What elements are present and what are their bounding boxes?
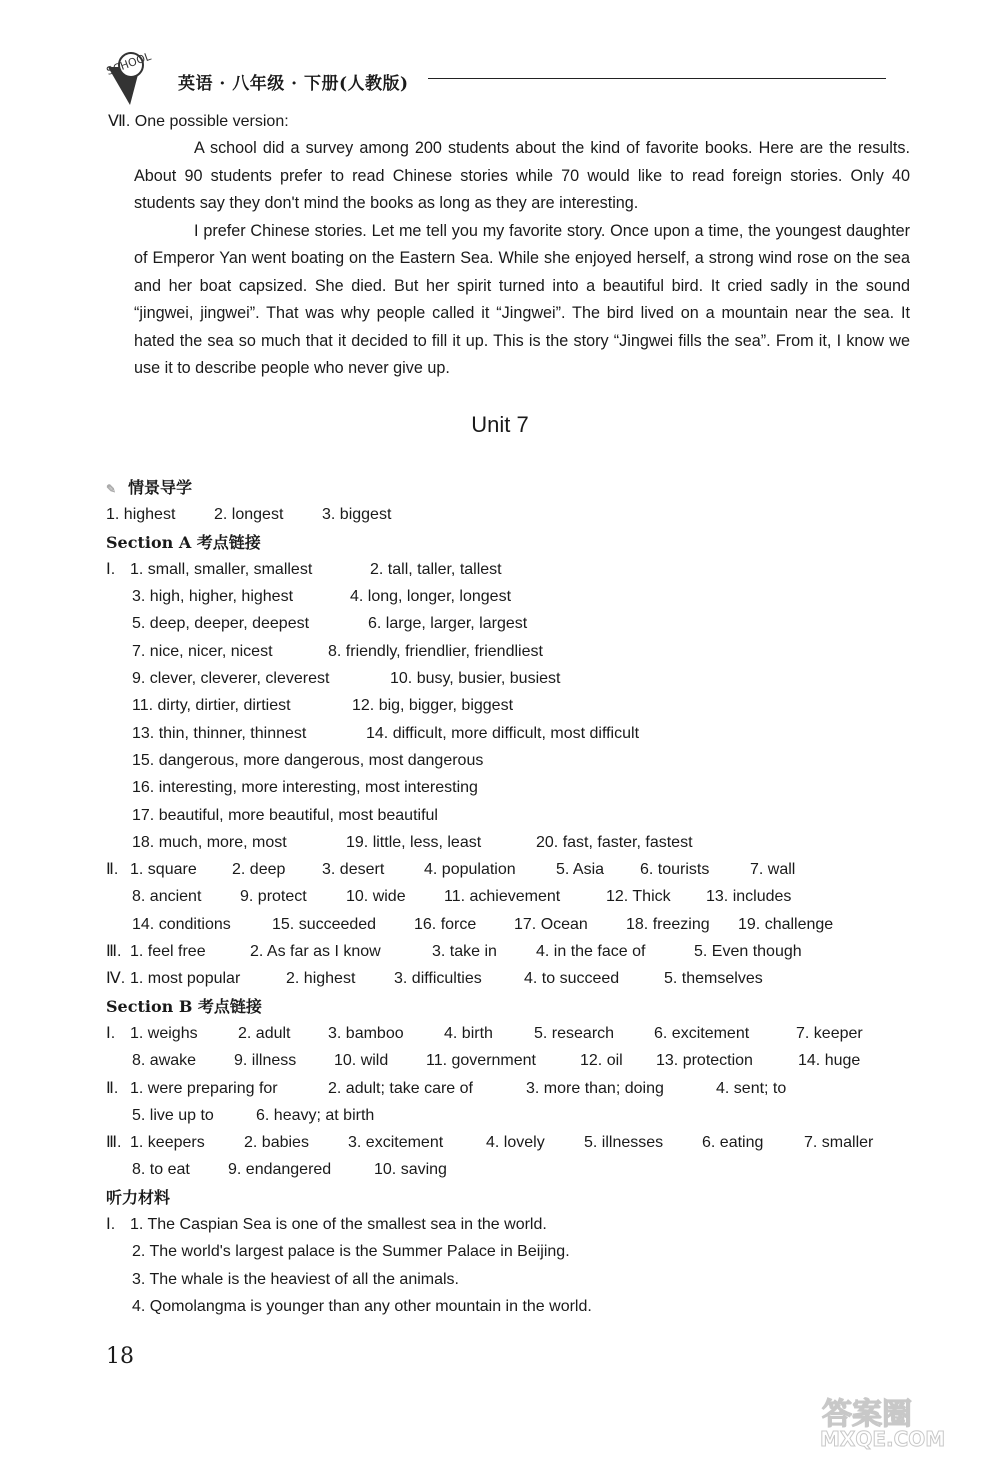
list-item: 12. oil bbox=[580, 1052, 623, 1070]
list-item: 1. weighs bbox=[130, 1024, 198, 1042]
list-item: 6. heavy; at birth bbox=[256, 1106, 375, 1124]
answer-content bbox=[106, 474, 906, 1320]
list-item: 18. freezing bbox=[626, 915, 710, 933]
list-item: 9. clever, cleverer, cleverest bbox=[132, 670, 330, 688]
list-item: 1. most popular bbox=[130, 970, 241, 988]
b3-row bbox=[106, 1129, 906, 1156]
list-item: 13. protection bbox=[656, 1052, 753, 1070]
listening-row bbox=[106, 1211, 906, 1238]
roman-numeral: Ⅰ. bbox=[106, 560, 116, 578]
section-a-heading: Section A 考点链接 bbox=[106, 532, 261, 552]
list-item: 5. deep, deeper, deepest bbox=[132, 615, 310, 633]
list-item: 4. to succeed bbox=[524, 970, 620, 988]
a1-row bbox=[106, 583, 906, 610]
a1-row bbox=[106, 774, 906, 801]
list-item: 2. highest bbox=[286, 970, 356, 988]
watermark-logo bbox=[800, 1392, 990, 1450]
a1-row bbox=[106, 665, 906, 692]
list-item: 8. ancient bbox=[132, 888, 202, 906]
section-vii-label: Ⅶ. One possible version: bbox=[108, 113, 289, 130]
list-item: 4. sent; to bbox=[716, 1079, 787, 1097]
list-item: 6. eating bbox=[702, 1134, 764, 1152]
list-item: 6. large, larger, largest bbox=[368, 615, 528, 633]
a1-row bbox=[106, 829, 906, 856]
list-item: 8. awake bbox=[132, 1052, 197, 1070]
list-item: 15. dangerous, more dangerous, most dangerous bbox=[132, 751, 484, 769]
list-item: 13. includes bbox=[706, 888, 792, 906]
list-item: 1. feel free bbox=[130, 943, 206, 961]
a2-row bbox=[106, 883, 906, 910]
list-item: 10. saving bbox=[374, 1161, 447, 1179]
roman-numeral: Ⅳ. bbox=[106, 970, 126, 988]
list-item: 2. longest bbox=[214, 506, 284, 524]
list-item: 15. succeeded bbox=[272, 915, 377, 933]
listening-row bbox=[106, 1293, 906, 1320]
list-item: 4. birth bbox=[444, 1024, 493, 1042]
list-item: 8. to eat bbox=[132, 1161, 190, 1179]
list-item: 12. big, bigger, biggest bbox=[352, 697, 514, 715]
a1-row bbox=[106, 610, 906, 637]
school-logo bbox=[100, 45, 170, 107]
list-item: 11. government bbox=[426, 1052, 536, 1070]
list-item: 6. tourists bbox=[640, 861, 710, 879]
a1-row bbox=[106, 692, 906, 719]
list-item: 2. deep bbox=[232, 861, 286, 879]
a1-row bbox=[106, 556, 906, 583]
list-item: 14. conditions bbox=[132, 915, 231, 933]
list-item: 5. themselves bbox=[664, 970, 763, 988]
list-item: 3. high, higher, highest bbox=[132, 588, 294, 606]
list-item: 4. long, longer, longest bbox=[350, 588, 512, 606]
list-item: 2. adult bbox=[238, 1024, 291, 1042]
a4-row bbox=[106, 965, 906, 992]
list-item: 5. live up to bbox=[132, 1106, 214, 1124]
b2-row bbox=[106, 1102, 906, 1129]
list-item: 3. excitement bbox=[348, 1134, 444, 1152]
list-item: 1. The Caspian Sea is one of the smallest sea in the world. bbox=[130, 1216, 547, 1234]
list-item: 10. wide bbox=[346, 888, 406, 906]
list-item: 18. much, more, most bbox=[132, 833, 287, 851]
list-item: 1. square bbox=[130, 861, 197, 879]
list-item: 9. illness bbox=[234, 1052, 297, 1070]
qingjing-heading bbox=[106, 474, 906, 501]
listening-row bbox=[106, 1266, 906, 1293]
list-item: 4. lovely bbox=[486, 1134, 545, 1152]
list-item: 12. Thick bbox=[606, 888, 671, 906]
header-rule bbox=[428, 78, 886, 79]
list-item: 5. Even though bbox=[694, 943, 802, 961]
list-item: 3. difficulties bbox=[394, 970, 482, 988]
section-vii bbox=[108, 108, 910, 383]
list-item: 4. population bbox=[424, 861, 516, 879]
list-item: 1. small, smaller, smallest bbox=[130, 560, 313, 578]
roman-numeral: Ⅲ. bbox=[106, 1134, 122, 1152]
list-item: 7. nice, nicer, nicest bbox=[132, 642, 273, 660]
listening-heading: 听力材料 bbox=[106, 1187, 171, 1207]
roman-numeral: Ⅱ. bbox=[106, 861, 119, 879]
list-item: 20. fast, faster, fastest bbox=[536, 833, 693, 851]
essay-paragraph-2: I prefer Chinese stories. Let me tell you my favorite story. Once upon a time, the youngest daughter of Emperor Yan went boating on the Eastern Sea. While she enjoyed herself, a strong wind rose on the sea and her boat capsized. She died. But her spirit turned into a beautiful bird. It cried sadly in the sound “jingwei, jingwei”. That was why people called it “Jingwei”. The bird lived on a mountain near the sea. It hated the sea so much that it decided to fill it up. This is the story “Jingwei fills the sea”. From it, I know we use it to describe people who never give up. bbox=[134, 221, 910, 377]
list-item: 3. The whale is the heaviest of all the animals. bbox=[132, 1270, 459, 1288]
list-item: 3. biggest bbox=[322, 506, 392, 524]
list-item: 5. research bbox=[534, 1024, 615, 1042]
list-item: 16. interesting, more interesting, most interesting bbox=[132, 779, 478, 797]
list-item: 10. busy, busier, busiest bbox=[390, 670, 561, 688]
list-item: 19. little, less, least bbox=[346, 833, 482, 851]
list-item: 1. highest bbox=[106, 506, 176, 524]
list-item: 9. endangered bbox=[228, 1161, 332, 1179]
list-item: 14. huge bbox=[798, 1052, 861, 1070]
list-item: 9. protect bbox=[240, 888, 307, 906]
list-item: 4. Qomolangma is younger than any other mountain in the world. bbox=[132, 1297, 592, 1315]
list-item: 1. keepers bbox=[130, 1134, 205, 1152]
list-item: 2. babies bbox=[244, 1134, 309, 1152]
list-item: 7. keeper bbox=[796, 1024, 863, 1042]
roman-numeral: Ⅱ. bbox=[106, 1079, 119, 1097]
list-item: 7. wall bbox=[750, 861, 796, 879]
roman-numeral: Ⅰ. bbox=[106, 1216, 116, 1234]
header-title: 英语 · 八年级 · 下册(人教版) bbox=[178, 74, 409, 94]
list-item: 3. desert bbox=[322, 861, 385, 879]
a1-row bbox=[106, 720, 906, 747]
list-item: 4. in the face of bbox=[536, 943, 646, 961]
page-number: 18 bbox=[106, 1344, 134, 1369]
list-item: 11. achievement bbox=[444, 888, 561, 906]
section-b-heading: Section B 考点链接 bbox=[106, 996, 262, 1016]
a1-row bbox=[106, 802, 906, 829]
b1-row bbox=[106, 1020, 906, 1047]
logo-text: SCHOOL bbox=[104, 49, 153, 78]
list-item: 17. beautiful, more beautiful, most beautiful bbox=[132, 806, 438, 824]
list-item: 8. friendly, friendlier, friendliest bbox=[328, 642, 543, 660]
qingjing-items bbox=[106, 501, 906, 528]
list-item: 2. tall, taller, tallest bbox=[370, 560, 502, 578]
list-item: 2. The world's largest palace is the Summer Palace in Beijing. bbox=[132, 1243, 570, 1261]
list-item: 11. dirty, dirtier, dirtiest bbox=[132, 697, 291, 715]
list-item: 5. Asia bbox=[556, 861, 605, 879]
list-item: 10. wild bbox=[334, 1052, 389, 1070]
b3-row bbox=[106, 1156, 906, 1183]
a2-row bbox=[106, 856, 906, 883]
list-item: 3. take in bbox=[432, 943, 497, 961]
list-item: 16. force bbox=[414, 915, 477, 933]
list-item: 19. challenge bbox=[738, 915, 834, 933]
a2-row bbox=[106, 911, 906, 938]
a3-row bbox=[106, 938, 906, 965]
list-item: 14. difficult, more difficult, most difficult bbox=[366, 724, 640, 742]
list-item: 6. excitement bbox=[654, 1024, 750, 1042]
b2-row bbox=[106, 1075, 906, 1102]
list-item: 2. adult; take care of bbox=[328, 1079, 473, 1097]
list-item: 3. more than; doing bbox=[526, 1079, 664, 1097]
list-item: 1. were preparing for bbox=[130, 1079, 278, 1097]
pencil-icon: ✎ bbox=[106, 482, 117, 496]
roman-numeral: Ⅰ. bbox=[106, 1024, 116, 1042]
unit-title: Unit 7 bbox=[471, 412, 529, 437]
watermark-text-cn: 答案圈 bbox=[822, 1397, 912, 1432]
a1-row bbox=[106, 747, 906, 774]
list-item: 2. As far as I know bbox=[250, 943, 381, 961]
list-item: 5. illnesses bbox=[584, 1134, 664, 1152]
a1-row bbox=[106, 638, 906, 665]
page-header bbox=[100, 45, 900, 110]
watermark-text-en: MXQE.COM bbox=[820, 1427, 946, 1450]
listening-row bbox=[106, 1238, 906, 1265]
list-item: 13. thin, thinner, thinnest bbox=[132, 724, 307, 742]
list-item: 17. Ocean bbox=[514, 915, 588, 933]
list-item: 7. smaller bbox=[804, 1134, 874, 1152]
essay-paragraph-1: A school did a survey among 200 students about the kind of favorite books. Here are the results. About 90 students prefer to read Chinese stories while 70 would like to read foreign stories. Only 40 students say they don't mind the books as long as they are interesting. bbox=[134, 139, 910, 212]
b1-row bbox=[106, 1047, 906, 1074]
roman-numeral: Ⅲ. bbox=[106, 943, 122, 961]
list-item: 3. bamboo bbox=[328, 1024, 404, 1042]
qingjing-heading-text: 情景导学 bbox=[128, 478, 193, 497]
